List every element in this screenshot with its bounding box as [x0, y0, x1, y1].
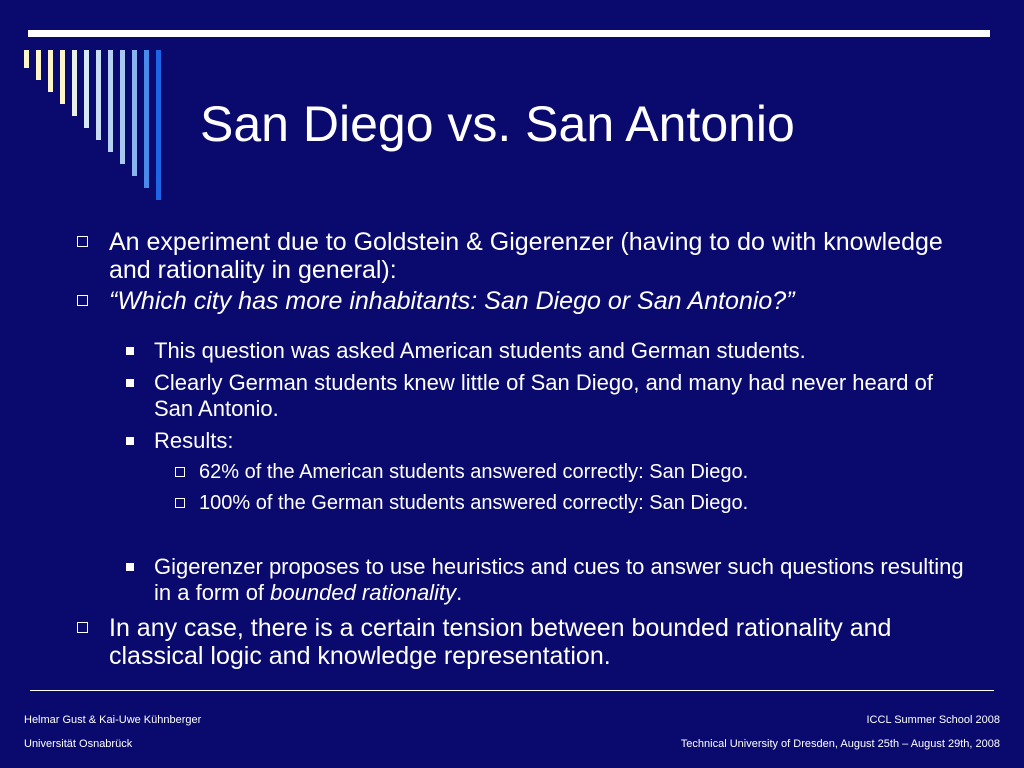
stripe	[108, 50, 113, 152]
bullet-item	[109, 287, 959, 315]
stripe	[24, 50, 29, 68]
hollow-square-bullet-icon	[175, 467, 185, 477]
stripe	[132, 50, 137, 176]
result-text: 100% of the German students answered correctly: San Diego.	[199, 492, 749, 514]
stripe	[156, 50, 161, 200]
emphasis-text: bounded rationality	[270, 580, 457, 605]
sub-bullet-item	[154, 428, 964, 454]
filled-square-bullet-icon	[126, 563, 134, 571]
stripe	[120, 50, 125, 164]
footer-university: Universität Osnabrück	[24, 738, 133, 750]
sub-bullet-text: Results:	[154, 428, 234, 453]
bottom-rule	[30, 690, 994, 691]
result-item	[199, 491, 959, 515]
result-item	[199, 460, 959, 484]
stripe	[48, 50, 53, 92]
sub-bullet-text: Gigerenzer proposes to use heuristics and cues to answer such questions resulting in a form of	[154, 554, 964, 605]
stripe	[144, 50, 149, 188]
bullet-text: An experiment due to Goldstein & Gigerenzer (having to do with knowledge and rationality in general):	[109, 228, 943, 284]
footer-authors: Helmar Gust & Kai-Uwe Kühnberger	[24, 714, 202, 726]
decorative-stripes	[24, 50, 174, 210]
bullet-text: In any case, there is a certain tension between bounded rationality and classical logic and knowledge representation.	[109, 614, 892, 670]
filled-square-bullet-icon	[126, 437, 134, 445]
sub-bullet-item	[154, 554, 964, 606]
sub-bullet-text-end: .	[456, 580, 463, 605]
hollow-square-bullet-icon	[77, 295, 88, 306]
bullet-text: “Which city has more inhabitants: San Diego or San Antonio?”	[109, 287, 795, 315]
footer-venue: Technical University of Dresden, August 25th – August 29th, 2008	[680, 738, 1000, 750]
stripe	[96, 50, 101, 140]
filled-square-bullet-icon	[126, 379, 134, 387]
sub-bullet-text: Clearly German students knew little of San Diego, and many had never heard of San Antonio.	[154, 370, 933, 421]
stripe	[72, 50, 77, 116]
bullet-item	[109, 228, 959, 284]
top-rule	[28, 30, 990, 37]
stripe	[60, 50, 65, 104]
hollow-square-bullet-icon	[77, 236, 88, 247]
footer-event: ICCL Summer School 2008	[866, 714, 1000, 726]
sub-bullet-text: This question was asked American students and German students.	[154, 338, 806, 363]
stripe	[36, 50, 41, 80]
hollow-square-bullet-icon	[77, 622, 88, 633]
filled-square-bullet-icon	[126, 347, 134, 355]
hollow-square-bullet-icon	[175, 498, 185, 508]
sub-bullet-item	[154, 370, 964, 422]
slide-title: San Diego vs. San Antonio	[200, 96, 795, 152]
sub-bullet-item	[154, 338, 964, 364]
stripe	[84, 50, 89, 128]
result-text: 62% of the American students answered correctly: San Diego.	[199, 461, 749, 483]
bullet-item	[109, 614, 959, 670]
